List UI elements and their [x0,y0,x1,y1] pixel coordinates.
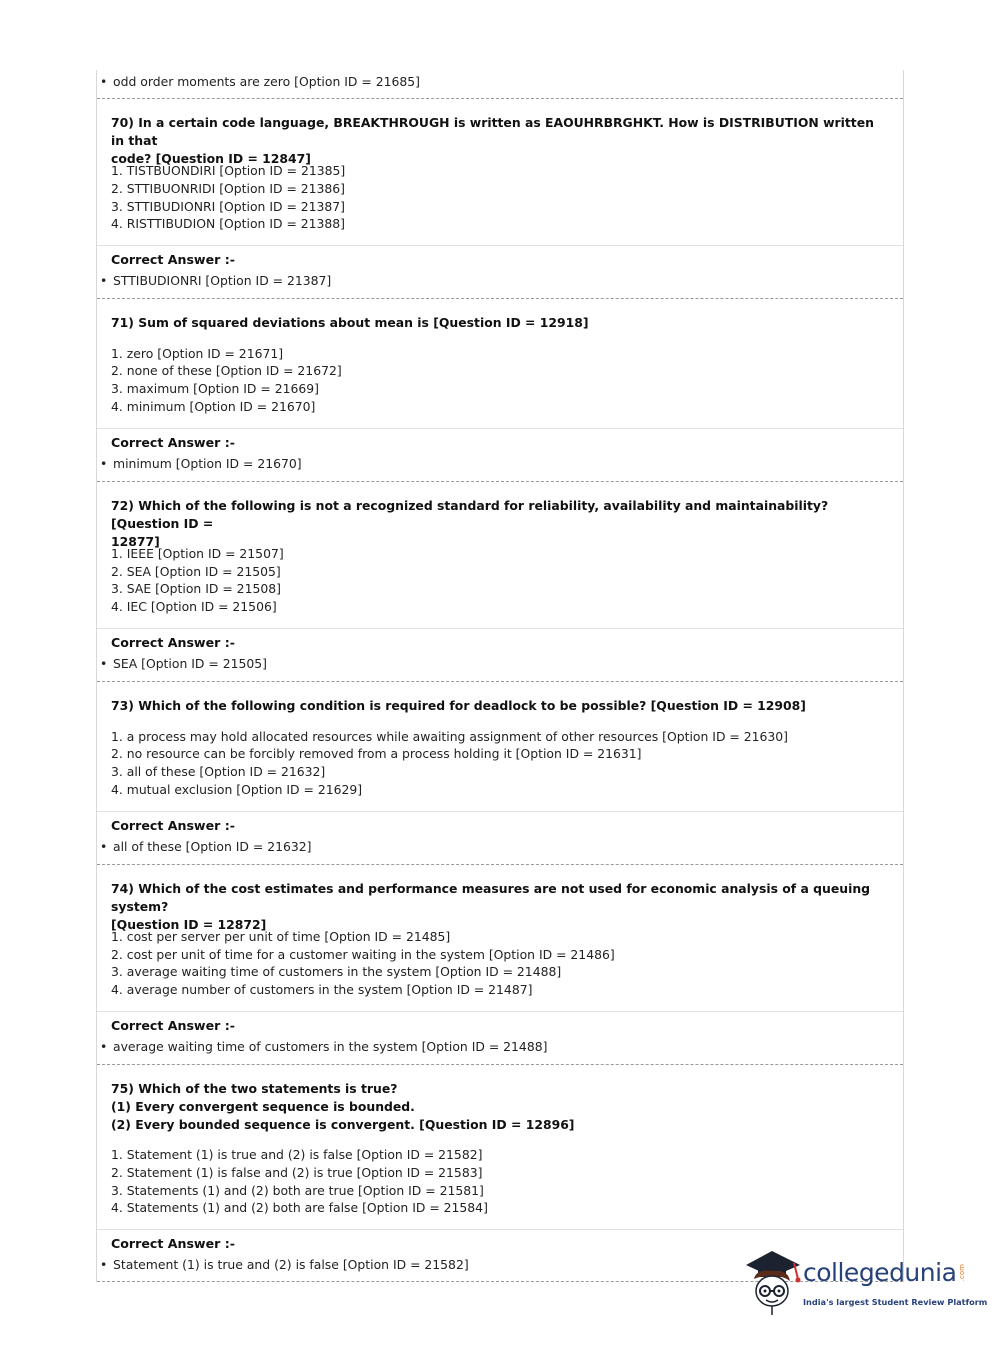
question-separator [97,481,903,482]
correct-answer: • Statement (1) is true and (2) is false [Option ID = 21582] [113,1257,469,1272]
correct-answer: • STTIBUDIONRI [Option ID = 21387] [113,273,331,288]
question-separator [97,1064,903,1065]
option-item: 2. STTIBUONRIDI [Option ID = 21386] [111,181,346,196]
option-item: 3. maximum [Option ID = 21669] [111,381,319,396]
section-divider [97,1229,903,1230]
option-item: 4. IEC [Option ID = 21506] [111,599,277,614]
option-item: 3. all of these [Option ID = 21632] [111,764,326,779]
question-separator [97,864,903,865]
question-text: 75) Which of the two statements is true? (1) Every convergent sequence is bounded. (2) Every bounded sequence is convergent. [Question ID = 12896] [111,1081,575,1132]
option-item: 4. RISTTIBUDION [Option ID = 21388] [111,216,346,231]
section-divider [97,628,903,629]
section-divider [97,428,903,429]
logo-wordmark: collegedunia [803,1258,957,1287]
question-separator [97,681,903,682]
option-item: 1. zero [Option ID = 21671] [111,346,284,361]
option-item: 1. cost per server per unit of time [Option ID = 21485] [111,929,451,944]
option-item: 4. Statements (1) and (2) both are false [Option ID = 21584] [111,1200,488,1215]
correct-answer: • SEA [Option ID = 21505] [113,656,267,671]
logo-suffix: .com [958,1264,966,1282]
option-item: 3. Statements (1) and (2) both are true [Option ID = 21581] [111,1183,484,1198]
option-item: 2. Statement (1) is false and (2) is true [Option ID = 21583] [111,1165,483,1180]
option-item: 3. average waiting time of customers in the system [Option ID = 21488] [111,964,562,979]
mascot-icon [742,1245,804,1317]
correct-answer-label: Correct Answer :- [111,252,235,267]
logo-tagline: India's largest Student Review Platform [803,1297,988,1307]
option-item: 4. average number of customers in the system [Option ID = 21487] [111,982,533,997]
option-item: 2. none of these [Option ID = 21672] [111,363,342,378]
previous-answer: • odd order moments are zero [Option ID = 21685] [113,74,420,89]
option-item: 4. mutual exclusion [Option ID = 21629] [111,782,363,797]
question-text: 74) Which of the cost estimates and performance measures are not used for economic analysis of a queuing system? [Question ID = 12872] [111,881,871,932]
section-divider [97,245,903,246]
option-item: 3. SAE [Option ID = 21508] [111,581,281,596]
option-item: 3. STTIBUDIONRI [Option ID = 21387] [111,199,346,214]
question-text: 71) Sum of squared deviations about mean is [Question ID = 12918] [111,315,589,330]
collegedunia-logo[interactable] [742,1245,988,1315]
correct-answer-label: Correct Answer :- [111,635,235,650]
option-item: 2. cost per unit of time for a customer waiting in the system [Option ID = 21486] [111,947,615,962]
question-text: 73) Which of the following condition is required for deadlock to be possible? [Question ID = 12908] [111,698,806,713]
option-item: 1. TISTBUONDIRI [Option ID = 21385] [111,163,346,178]
option-item: 2. no resource can be forcibly removed from a process holding it [Option ID = 21631] [111,746,642,761]
option-item: 2. SEA [Option ID = 21505] [111,564,281,579]
document-page [96,70,904,1282]
option-item: 1. Statement (1) is true and (2) is false [Option ID = 21582] [111,1147,483,1162]
correct-answer: • minimum [Option ID = 21670] [113,456,302,471]
correct-answer-label: Correct Answer :- [111,435,235,450]
option-item: 1. IEEE [Option ID = 21507] [111,546,284,561]
section-divider [97,811,903,812]
correct-answer-label: Correct Answer :- [111,1018,235,1033]
correct-answer: • average waiting time of customers in the system [Option ID = 21488] [113,1039,547,1054]
correct-answer-label: Correct Answer :- [111,818,235,833]
option-item: 4. minimum [Option ID = 21670] [111,399,316,414]
question-text: 70) In a certain code language, BREAKTHROUGH is written as EAOUHRBRGHKT. How is DISTRIBUTION written in that code? [Question ID = 12847] [111,115,874,166]
correct-answer-label: Correct Answer :- [111,1236,235,1251]
question-separator [97,98,903,99]
section-divider [97,1011,903,1012]
question-text: 72) Which of the following is not a recognized standard for reliability, availability and maintainability? [Question ID = 12877] [111,498,829,549]
correct-answer: • all of these [Option ID = 21632] [113,839,311,854]
question-separator [97,298,903,299]
option-item: 1. a process may hold allocated resources while awaiting assignment of other resources [Option ID = 21630] [111,729,789,744]
